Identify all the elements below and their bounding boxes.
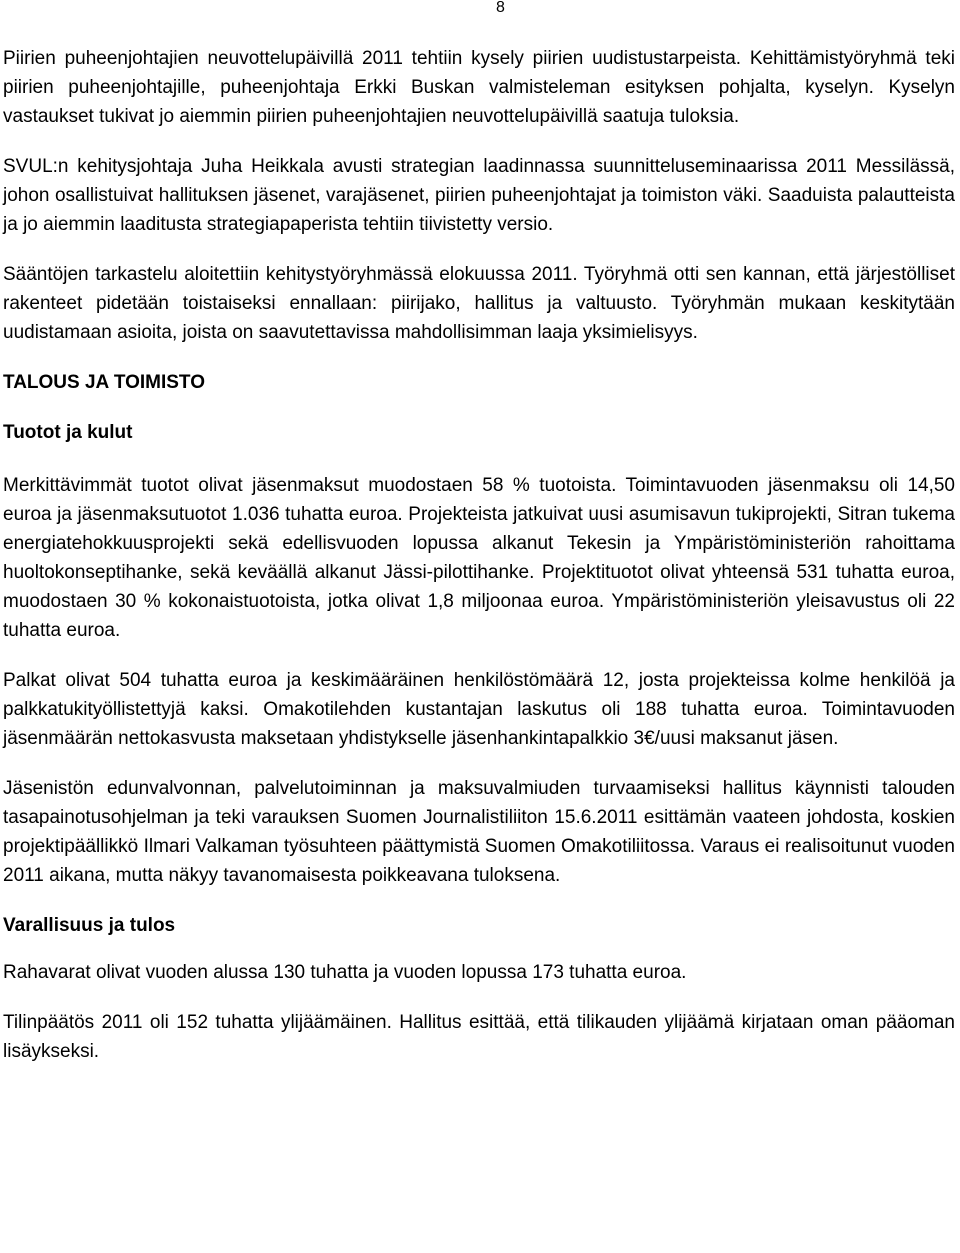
paragraph-cash-reserves: Rahavarat olivat vuoden alussa 130 tuhatta ja vuoden lopussa 173 tuhatta euroa.: [3, 962, 687, 983]
subheading-assets-result: Varallisuus ja tulos: [3, 915, 176, 936]
section-heading-finance-office: TALOUS JA TOIMISTO: [3, 372, 205, 393]
paragraph-strategy: SVUL:n kehitysjohtaja Juha Heikkala avusti strategian laadinnassa suunnitteluseminaarissa 2011 Messilässä, johon osallistuivat hallituksen jäsenet, varajäsenet, piirien puheenjohtajat ja toimiston väki. Saaduista palautteista ja jo aiemmin laaditusta strategiapaperista tehtiin tiivistetty versio.: [3, 156, 955, 235]
page-number: 8: [496, 0, 505, 16]
paragraph-financial-statement: Tilinpäätös 2011 oli 152 tuhatta ylijäämäinen. Hallitus esittää, että tilikauden ylijäämä kirjataan oman pääoman lisäykseksi.: [3, 1012, 955, 1062]
paragraph-balancing-program: Jäsenistön edunvalvonnan, palvelutoiminnan ja maksuvalmiuden turvaamiseksi hallitus käynnisti talouden tasapainotusohjelman ja teki varauksen Suomen Journalistiliiton 15.6.2011 esittämän vaateen johdosta, koskien projektipäällikkö Ilmari Valkaman työsuhteen päättymistä Suomen Omakotiliitossa. Varaus ei realisoitunut vuoden 2011 aikana, mutta näkyy tavanomaisesta poikkeavana tuloksena.: [3, 778, 955, 886]
subheading-revenue-costs: Tuotot ja kulut: [3, 422, 133, 443]
paragraph-survey: Piirien puheenjohtajien neuvottelupäivillä 2011 tehtiin kysely piirien uudistustarpeista. Kehittämistyöryhmä teki piirien puheenjohtajille, puheenjohtaja Erkki Buskan valmisteleman esityksen pohjalta, kyselyn. Kyselyn vastaukset tukivat jo aiemmin piirien puheenjohtajien neuvottelupäivillä saatuja tuloksia.: [3, 48, 955, 127]
paragraph-salaries: Palkat olivat 504 tuhatta euroa ja keskimääräinen henkilöstömäärä 12, josta projekteissa kolme henkilöä ja palkkatukityöllistettyjä kaksi. Omakotilehden kustantajan laskutus oli 188 tuhatta euroa. Toimintavuoden jäsenmäärän nettokasvusta maksetaan yhdistykselle jäsenhankintapalkkio 3€/uusi maksanut jäsen.: [3, 670, 955, 749]
paragraph-revenues: Merkittävimmät tuotot olivat jäsenmaksut muodostaen 58 % tuotoista. Toimintavuoden jäsenmaksu oli 14,50 euroa ja jäsenmaksutuotot 1.036 tuhatta euroa. Projekteista jatkuivat uusi asumisavun tukiprojekti, Sitran tukema energiatehokkuusprojekti sekä edellisvuoden lopussa alkanut Tekesin ja Ympäristöministeriön rahoittama huoltokonseptihanke, sekä keväällä alkanut Jässi-pilottihanke. Projektituotot olivat yhteensä 531 tuhatta euroa, muodostaen 30 % kokonaistuotoista, jotka olivat 1,8 miljoonaa euroa. Ympäristöministeriön yleisavustus oli 22 tuhatta euroa.: [3, 475, 955, 641]
paragraph-rules-review: Sääntöjen tarkastelu aloitettiin kehitystyöryhmässä elokuussa 2011. Työryhmä otti sen kannan, että järjestölliset rakenteet pidetään toistaiseksi ennallaan: piirijako, hallitus ja valtuusto. Työryhmän mukaan keskitytään uudistamaan asioita, joista on saavutettavissa mahdollisimman laaja yksimielisyys.: [3, 264, 955, 343]
document-body: [3, 44, 955, 1087]
